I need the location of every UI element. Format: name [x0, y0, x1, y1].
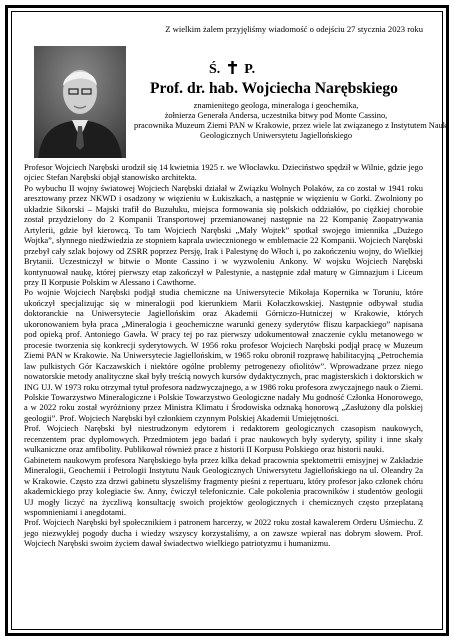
paragraph-research: Prof. Wojciech Narębski był niestrudzonym edytorem i redaktorem geologicznych czasopism naukowych, recenzentem prac dyplomowych. Przedmiotem jego badań i prac naukowych były syderyty, spility i inne skały wulkaniczne oraz amfibolity. Publikował również prace z historii II Korpusu Polskiego oraz historii nauki.: [24, 423, 423, 455]
paragraph-war: Po wybuchu II wojny światowej Wojciech Narębski działał w Związku Wolnych Polaków, za co został w 1941 roku aresztowany przez NKWD i osadzony w więzieniu w Łukiszkach, a następnie w więzieniu w Gorki. Zwolniony po układzie Sikorski – Majski trafił do Buzułuku, miejsca formowania się polskich oddziałów, po ciężkiej chorobie został przydzielony do 2 Kompanii Transportowej przemianowanej następnie na 22 Kompanię Zaopatrywania Artylerii, gdzie był kierowcą. To tam Wojciech Narębski „Mały Wojtek” spotkał swojego imiennika „Dużego Wojtka”, słynnego niedźwiedzia ze stopniem kaprala uwiecznionego w emblemacie 22 Kompanii. Wojciech Narębski przebył cały szlak bojowy od ZSRR poprzez Persję, Irak i Palestynę do Włoch i, po zakończeniu wojny, do Wielkiej Brytanii. Uczestniczył w bitwie o Monte Cassino i w wyzwoleniu Ankony. W wojsku Wojciech Narębski kontynuował naukę, której pierwszy etap zakończył w Palestynie, a następnie zdał maturę w Gimnazjum i Liceum przy II Korpusie Polskim w Alessano i Cawthorne.: [24, 182, 423, 287]
subtitle-line-1: znamienitego geologa, mineraloga i geochemika,: [193, 101, 359, 110]
deceased-name: Prof. dr. hab. Wojciecha Narębskiego: [150, 80, 398, 97]
sp-right: P.: [244, 62, 256, 77]
subtitle-line-2: żołnierza Generała Andersa, uczestnika bitwy pod Monte Cassino,: [164, 111, 388, 120]
paragraph-career: Po wojnie Wojciech Narębski podjął studia chemiczne na Uniwersytecie Mikołaja Kopernika w Toruniu, które ukończył specjalizując się w mineralogii pod kierunkiem Marii Kołaczkowskiej. Następnie odbywał studia doktoranckie na Uniwersytecie Jagiellońskim oraz Akademii Górniczo-Hutniczej w Krakowie, których ukoronowaniem była praca „Mineralogia i geochemiczne warunki genezy syderytów fliszu karpackiego” napisana pod opieką prof. Antoniego Gawła. W pracy tej po raz pierwszy udokumentował znaczenie cyklu metanowego w procesie tworzenia się konkrecji syderytowych. W 1956 roku profesor Wojciech Narębski podjął pracę w Muzeum Ziemi PAN w Krakowie. Na Uniwersytecie Jagiellońskim, w 1965 roku obronił rozprawę habilitacyjną „Petrochemia law pulkistych Gór Kaczawskich i niektóre ogólne problemy petrogenezy ofiolitów”. Wprowadzane przez niego nowatorskie metody analityczne skał były treścią nowych kursów dydaktycznych, prac magisterskich i doktorskich w ING UJ. W 1973 roku otrzymał tytuł profesora nadzwyczajnego, a w 1986 roku profesora zwyczajnego nauk o Ziemi. Polskie Towarzystwo Mineralogiczne i Polskie Towarzystwo Geologiczne nadały Mu godność Członka Honorowego, a w 2022 roku został wyróżniony przez Ministra Klimatu i Środowiska odznaką honorową „Zasłużony dla polskiej geologii”. Prof. Wojciech Narębski był członkiem czynnym Polskiej Akademii Umiejętności.: [24, 287, 423, 423]
paragraph-legacy: Prof. Wojciech Narębski był społecznikiem i patronem harcerzy, w 2022 roku został kawalerem Orderu Uśmiechu. Z jego niezwykłej pogody ducha i wiedzy wszyscy korzystaliśmy, a on zawsze wpierał nas dobrym słowem. Prof. Wojciech Narębski swoim życiem dawał świadectwo wielkiego patriotyzmu i humanizmu.: [24, 517, 423, 549]
portrait-photo-art: [34, 46, 126, 158]
obituary-body: [24, 162, 423, 549]
portrait-photo: [34, 46, 126, 158]
paragraph-office: Gabinetem naukowym profesora Narębskiego była przez kilka dekad pracownia spektometrii emisyjnej w Zakładzie Mineralogii, Geochemii i Petrologii Instytutu Nauk Geologicznych Uniwersytetu Jagiellońskiego na ul. Oleandry 2a w Krakowie. Często zza drzwi gabinetu słyszeliśmy fragmenty pieśni z repertuaru, który profesor jako członek chóru akademickiego przy kolegiacie św. Anny, ćwiczył telefonicznie. Całe pokolenia pracowników i studentów geologii UJ mogły liczyć na życzliwą konsultację swoich projektów geologicznych i chemicznych często przeplataną wspomnieniami i anegdotami.: [24, 454, 423, 517]
sp-left: Ś.: [209, 62, 221, 77]
announcement-line: Z wielkim żalem przyjęliśmy wiadomość o odejściu 27 stycznia 2023 roku: [165, 24, 423, 34]
subtitle-line-4: Geologicznych Uniwersytetu Jagiellońskiego: [199, 131, 353, 140]
latin-cross-icon: [228, 61, 237, 74]
paragraph-birth: Profesor Wojciech Narębski urodził się 14 kwietnia 1925 r. we Włocławku. Dzieciństwo spędził w Wilnie, gdzie jego ojciec Stefan Narębski objął stanowisko architekta.: [24, 162, 423, 183]
obituary: [24, 24, 447, 622]
sp-heading: [209, 61, 255, 78]
subtitle-line-3: pracownika Muzeum Ziemi PAN w Krakowie, przez wiele lat związanego z Instytutem Nauk: [134, 121, 447, 130]
